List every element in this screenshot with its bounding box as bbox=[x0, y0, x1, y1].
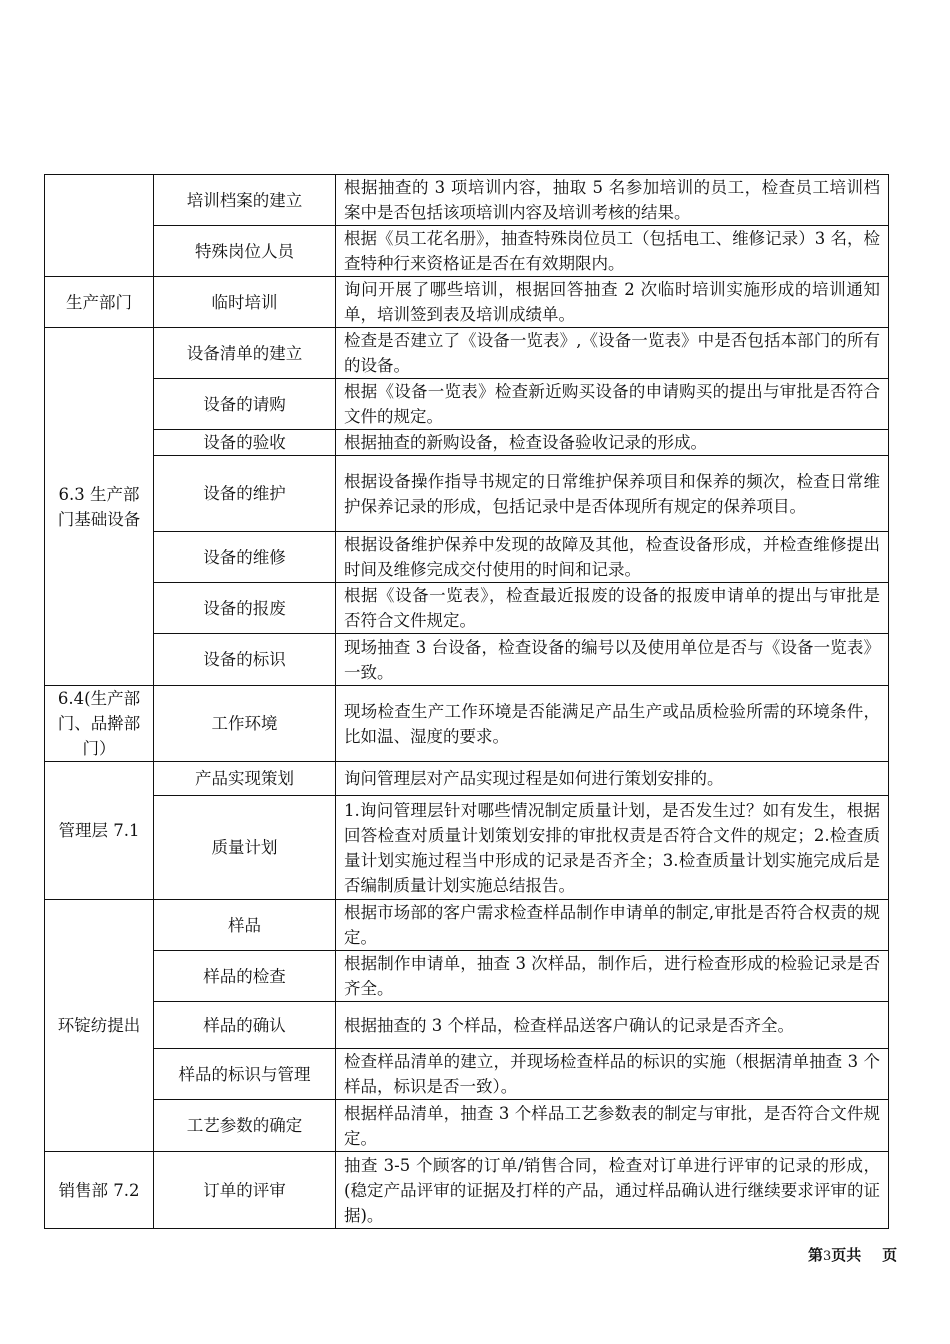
desc-cell: 现场抽查 3 台设备，检查设备的编号以及使用单位是否与《设备一览表》一致。 bbox=[336, 634, 889, 686]
dept-cell: 环锭纺提出 bbox=[45, 900, 154, 1152]
desc-cell: 检查是否建立了《设备一览表》,《设备一览表》中是否包括本部门的所有的设备。 bbox=[336, 328, 889, 379]
desc-cell: 根据《员工花名册》，抽查特殊岗位员工（包括电工、维修记录）3 名，检查特种行来资格证是否在有效期限内。 bbox=[336, 226, 889, 277]
table-row bbox=[45, 430, 889, 456]
item-cell: 质量计划 bbox=[154, 796, 336, 900]
item-cell: 样品的检查 bbox=[154, 951, 336, 1002]
desc-cell: 询问开展了哪些培训，根据回答抽查 2 次临时培训实施形成的培训通知单，培训签到表及培训成绩单。 bbox=[336, 277, 889, 328]
desc-cell: 检查样品清单的建立，并现场检查样品的标识的实施（根据清单抽查 3 个样品，标识是否一致）。 bbox=[336, 1049, 889, 1100]
item-cell: 设备清单的建立 bbox=[154, 328, 336, 379]
item-cell: 样品的确认 bbox=[154, 1002, 336, 1049]
table-row bbox=[45, 1100, 889, 1152]
desc-cell: 1.询问管理层针对哪些情况制定质量计划，是否发生过？如有发生，根据回答检查对质量计划策划安排的审批权责是否符合文件的规定；2.检查质量计划实施过程当中形成的记录是否齐全；3.检查质量计划实施完成后是否编制质量计划实施总结报告。 bbox=[336, 796, 889, 900]
table-row bbox=[45, 226, 889, 277]
desc-cell: 现场检查生产工作环境是否能满足产品生产或品质检验所需的环境条件，比如温、湿度的要求。 bbox=[336, 686, 889, 762]
dept-cell: 销售部 7.2 bbox=[45, 1152, 154, 1229]
table-row bbox=[45, 900, 889, 951]
table-row bbox=[45, 762, 889, 796]
table-row bbox=[45, 634, 889, 686]
desc-cell: 根据市场部的客户需求检查样品制作申请单的制定,审批是否符合权责的规定。 bbox=[336, 900, 889, 951]
table-row bbox=[45, 328, 889, 379]
table-row bbox=[45, 379, 889, 430]
item-cell: 设备的请购 bbox=[154, 379, 336, 430]
table-row bbox=[45, 1002, 889, 1049]
table-row bbox=[45, 175, 889, 226]
page-label-prefix: 第 bbox=[808, 1246, 824, 1264]
item-cell: 设备的报废 bbox=[154, 583, 336, 634]
item-cell: 产品实现策划 bbox=[154, 762, 336, 796]
dept-cell: 生产部门 bbox=[45, 277, 154, 328]
desc-cell: 根据《设备一览表》检查新近购买设备的申请购买的提出与审批是否符合文件的规定。 bbox=[336, 379, 889, 430]
item-cell: 工艺参数的确定 bbox=[154, 1100, 336, 1152]
desc-cell: 根据《设备一览表》，检查最近报废的设备的报废申请单的提出与审批是否符合文件规定。 bbox=[336, 583, 889, 634]
item-cell: 订单的评审 bbox=[154, 1152, 336, 1229]
table-row bbox=[45, 686, 889, 762]
audit-checklist-table bbox=[44, 174, 889, 1229]
dept-cell: 6.3 生产部门基础设备 bbox=[45, 328, 154, 686]
desc-cell: 根据抽查的新购设备，检查设备验收记录的形成。 bbox=[336, 430, 889, 456]
desc-cell: 抽查 3-5 个顾客的订单/销售合同，检查对订单进行评审的记录的形成，(稳定产品评审的证据及打样的产品，通过样品确认进行继续要求评审的证据)。 bbox=[336, 1152, 889, 1229]
table-row bbox=[45, 1049, 889, 1100]
table-row bbox=[45, 583, 889, 634]
desc-cell: 根据制作申请单，抽查 3 次样品，制作后，进行检查形成的检验记录是否齐全。 bbox=[336, 951, 889, 1002]
item-cell: 设备的维修 bbox=[154, 532, 336, 583]
desc-cell: 根据抽查的 3 项培训内容，抽取 5 名参加培训的员工，检查员工培训档案中是否包括该项培训内容及培训考核的结果。 bbox=[336, 175, 889, 226]
item-cell: 设备的维护 bbox=[154, 456, 336, 532]
item-cell: 特殊岗位人员 bbox=[154, 226, 336, 277]
desc-cell: 根据设备操作指导书规定的日常维护保养项目和保养的频次，检查日常维护保养记录的形成，包括记录中是否体现所有规定的保养项目。 bbox=[336, 456, 889, 532]
page-number: 3 bbox=[823, 1249, 832, 1264]
item-cell: 样品 bbox=[154, 900, 336, 951]
dept-cell bbox=[45, 175, 154, 277]
desc-cell: 询问管理层对产品实现过程是如何进行策划安排的。 bbox=[336, 762, 889, 796]
item-cell: 样品的标识与管理 bbox=[154, 1049, 336, 1100]
dept-cell: 管理层 7.1 bbox=[45, 762, 154, 900]
table-row bbox=[45, 951, 889, 1002]
table-row bbox=[45, 277, 889, 328]
page-label-suffix: 页共 页 bbox=[831, 1246, 898, 1264]
table-row bbox=[45, 456, 889, 532]
table-row bbox=[45, 532, 889, 583]
table-row bbox=[45, 1152, 889, 1229]
dept-cell: 6.4(生产部门、品擀部门） bbox=[45, 686, 154, 762]
table-row bbox=[45, 796, 889, 900]
desc-cell: 根据样品清单，抽查 3 个样品工艺参数表的制定与审批，是否符合文件规定。 bbox=[336, 1100, 889, 1152]
item-cell: 培训档案的建立 bbox=[154, 175, 336, 226]
item-cell: 设备的验收 bbox=[154, 430, 336, 456]
desc-cell: 根据抽查的 3 个样品，检查样品送客户确认的记录是否齐全。 bbox=[336, 1002, 889, 1049]
item-cell: 临时培训 bbox=[154, 277, 336, 328]
desc-cell: 根据设备维护保养中发现的故障及其他，检查设备形成，并检查维修提出时间及维修完成交付使用的时间和记录。 bbox=[336, 532, 889, 583]
page-footer bbox=[808, 1244, 897, 1265]
item-cell: 工作环境 bbox=[154, 686, 336, 762]
item-cell: 设备的标识 bbox=[154, 634, 336, 686]
